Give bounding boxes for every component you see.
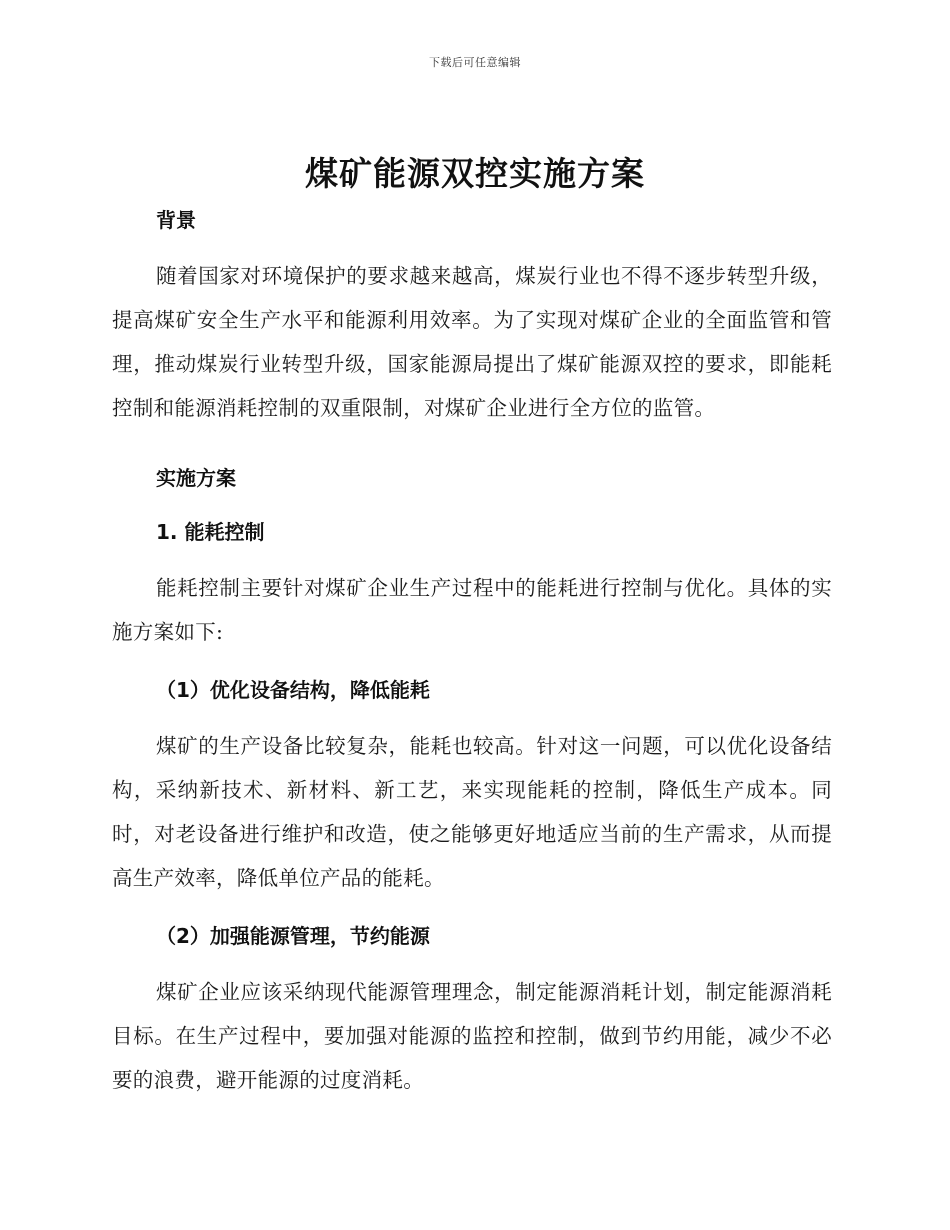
document-body [112,203,832,1102]
item2-paragraph: 煤矿企业应该采纳现代能源管理理念，制定能源消耗计划，制定能源消耗目标。在生产过程中，要加强对能源的监控和控制，做到节约用能，减少不必要的浪费，避开能源的过度消耗。 [112,980,832,1092]
item1-heading: （1）优化设备结构，降低能耗 [156,678,430,702]
energy-control-paragraph: 能耗控制主要针对煤矿企业生产过程中的能耗进行控制与优化。具体的实施方案如下: [112,576,832,644]
item2-heading: （2）加强能源管理，节约能源 [156,924,430,948]
plan-heading: 实施方案 [156,466,236,490]
background-paragraph: 随着国家对环境保护的要求越来越高，煤炭行业也不得不逐步转型升级，提高煤矿安全生产水平和能源利用效率。为了实现对煤矿企业的全面监管和管理，推动煤炭行业转型升级，国家能源局提出了煤矿能源双控的要求，即能耗控制和能源消耗控制的双重限制，对煤矿企业进行全方位的监管。 [112,264,832,420]
background-heading: 背景 [156,208,196,232]
energy-control-heading: 1. 能耗控制 [156,520,265,544]
document-title: 煤矿能源双控实施方案 [305,154,645,193]
header-note: 下载后可任意编辑 [429,56,521,69]
item1-paragraph: 煤矿的生产设备比较复杂，能耗也较高。针对这一问题，可以优化设备结构，采纳新技术、新材料、新工艺，来实现能耗的控制，降低生产成本。同时，对老设备进行维护和改造，使之能够更好地适应当前的生产需求，从而提高生产效率，降低单位产品的能耗。 [112,734,832,890]
